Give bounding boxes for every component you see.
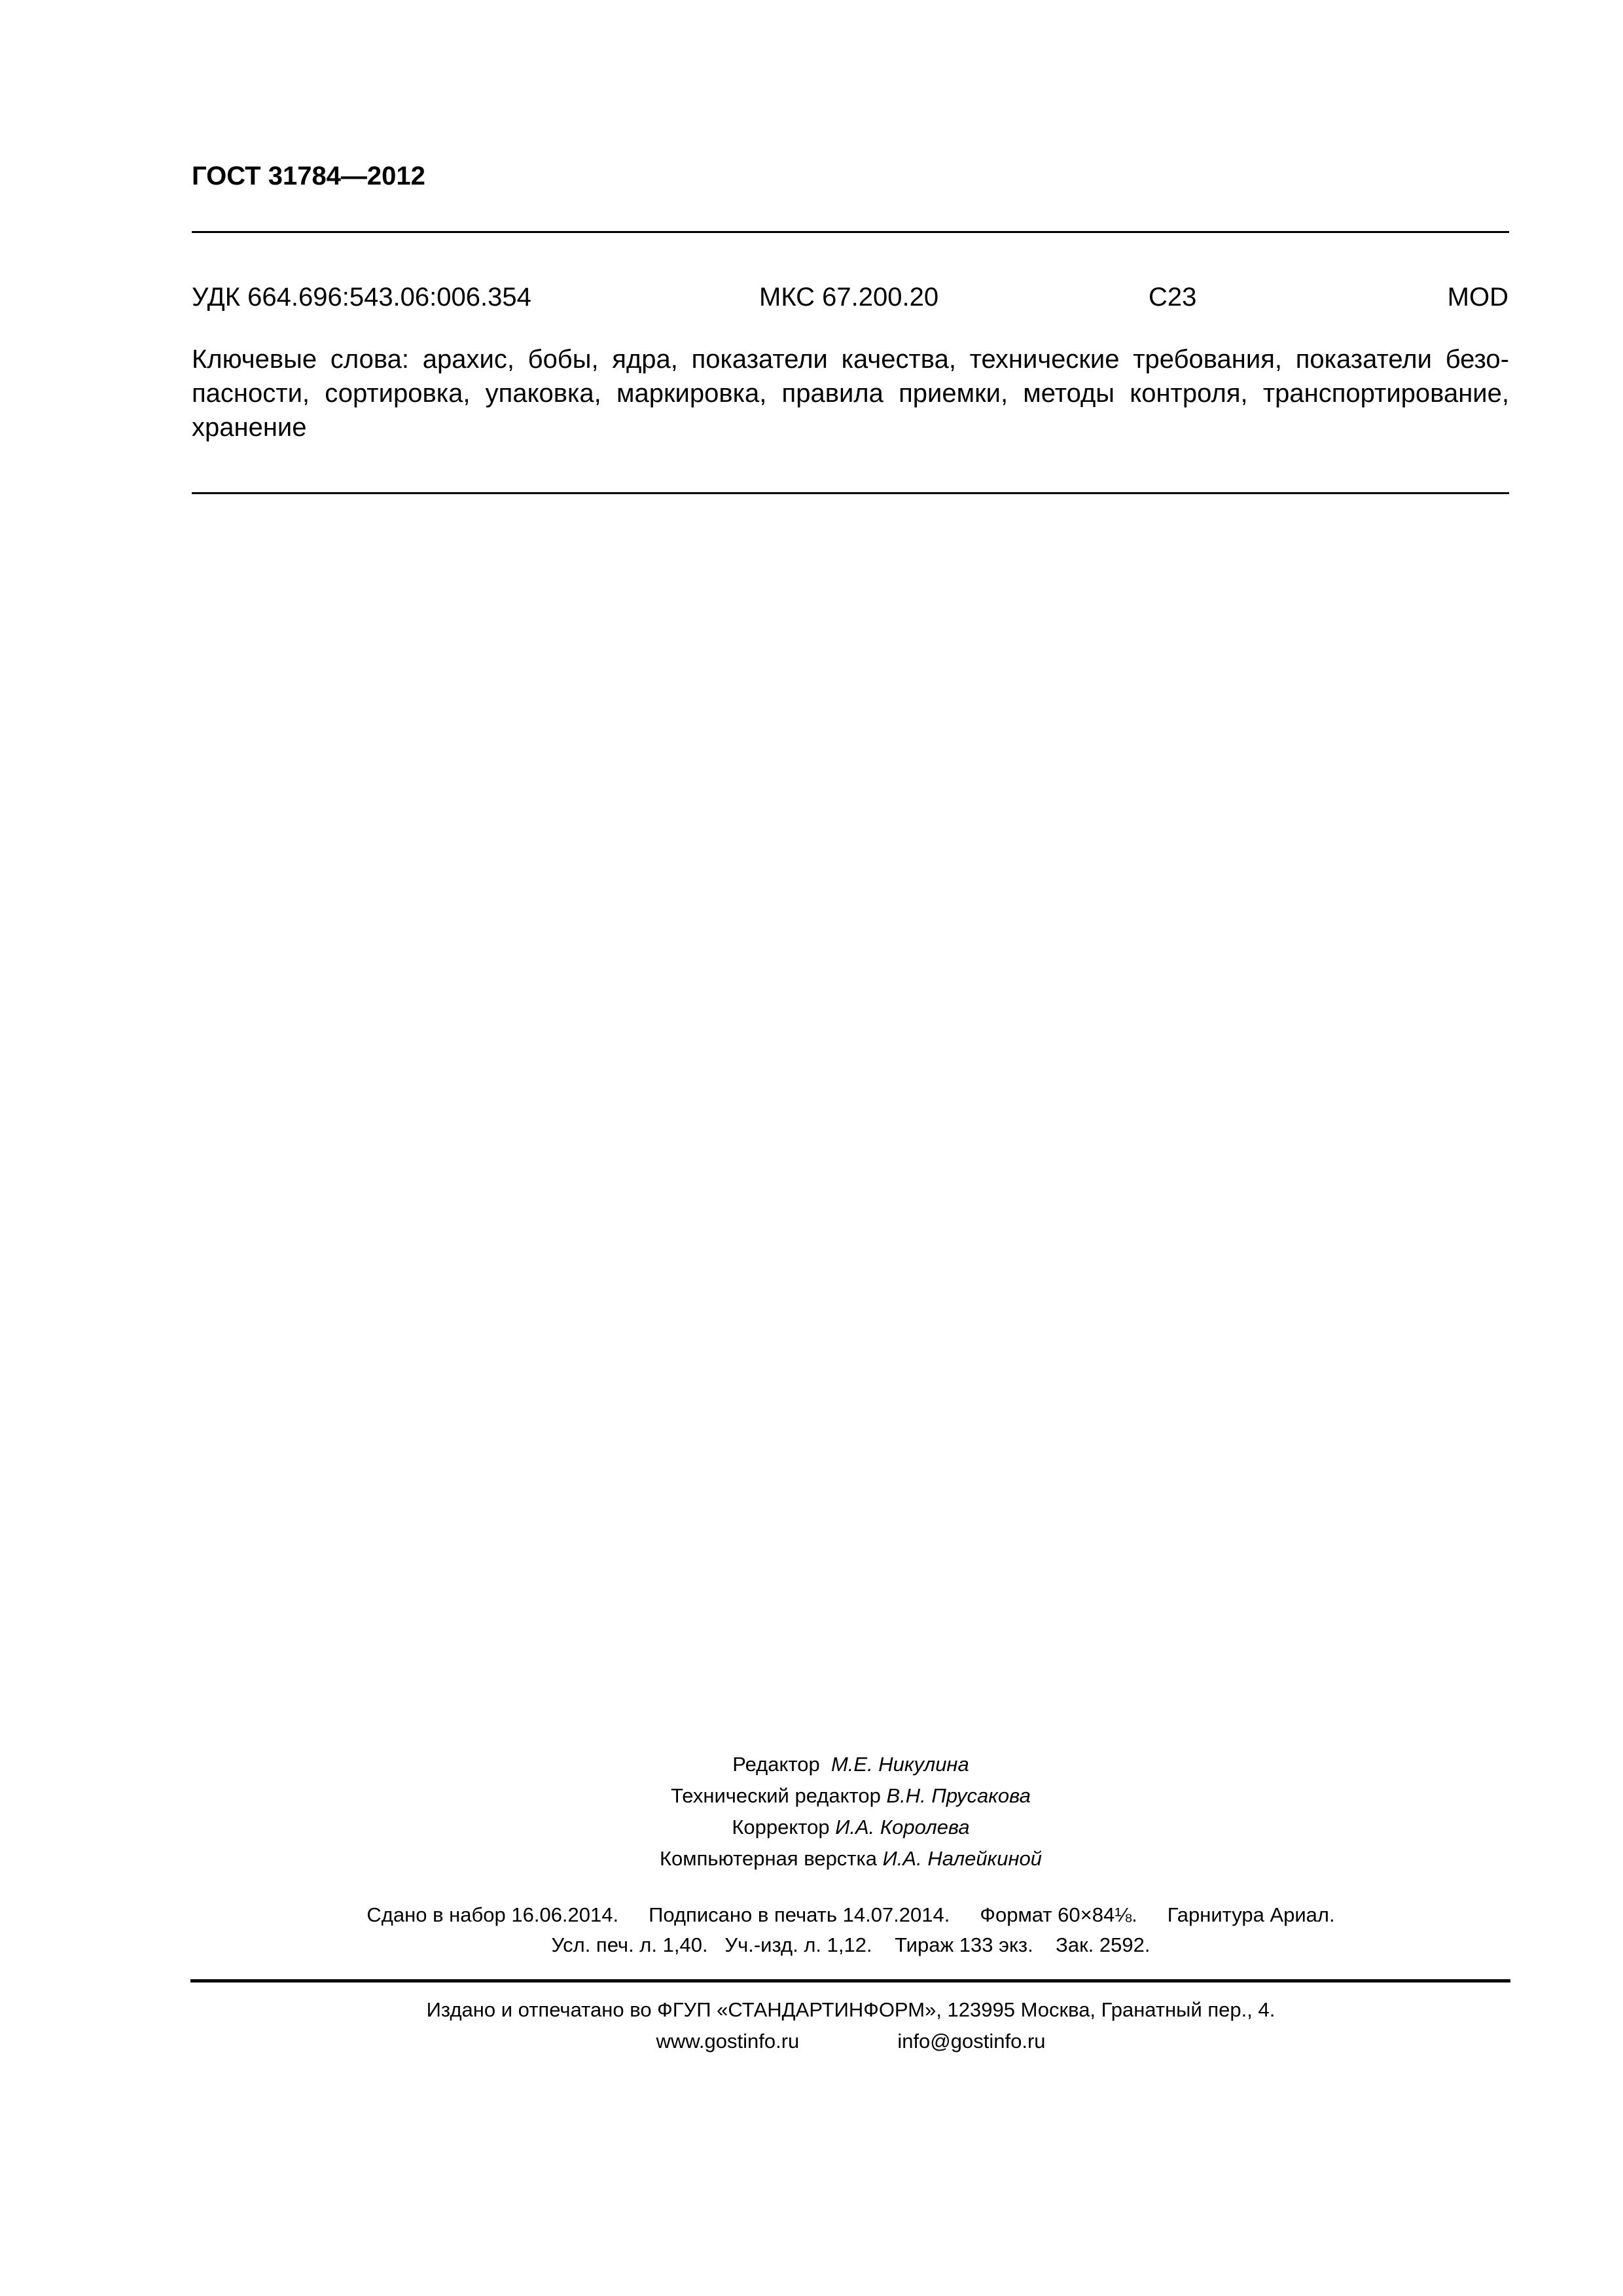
keywords-divider (192, 492, 1509, 494)
proofreader-label: Корректор (732, 1816, 830, 1839)
layout-label: Компьютерная верстка (660, 1847, 877, 1870)
editor-row (0, 1749, 1623, 1780)
proofreader-row (0, 1812, 1623, 1843)
imprint-divider (190, 1979, 1510, 1982)
imprint-block (0, 1994, 1623, 2057)
layout-name: И.А. Налейкиной (882, 1847, 1042, 1870)
paper-format-value: Формат 60×84 (980, 1903, 1115, 1926)
standard-designation: ГОСТ 31784—2012 (192, 162, 425, 190)
typeface: Гарнитура Ариал. (1167, 1903, 1335, 1926)
edit-sheets: Уч.-изд. л. 1,12. (724, 1933, 872, 1956)
keywords-line-2: пасности, сортировка, упаковка, маркировка, правила приемки, методы контроля, транспортирование, (192, 379, 1509, 408)
equivalence-degree: MOD (1447, 283, 1508, 312)
publication-row-1 (0, 1900, 1623, 1930)
submitted-date: Сдано в набор 16.06.2014. (366, 1903, 619, 1926)
editor-name: М.Е. Никулина (830, 1753, 969, 1776)
credits-block (0, 1749, 1623, 1874)
mks-code: МКС 67.200.20 (759, 283, 939, 312)
publication-row-2 (0, 1930, 1623, 1960)
paper-format-fraction: ⅛ (1115, 1903, 1132, 1926)
classification-row (192, 280, 1508, 314)
email-link[interactable]: info@gostinfo.ru (897, 2030, 1046, 2053)
circulation: Тираж 133 экз. (895, 1933, 1033, 1956)
header-divider (192, 231, 1509, 233)
tech-editor-row (0, 1780, 1623, 1812)
publisher-line: Издано и отпечатано во ФГУП «СТАНДАРТИНФОРМ», 123995 Москва, Гранатный пер., 4. (426, 1998, 1275, 2021)
okc-code: С23 (1149, 283, 1197, 312)
tech-editor-name: В.Н. Прусакова (886, 1784, 1031, 1807)
publication-info (0, 1900, 1623, 1960)
layout-row (0, 1843, 1623, 1874)
keywords-line-3: хранение (192, 413, 307, 442)
keywords-block (192, 342, 1509, 444)
contacts-line (0, 2026, 1623, 2057)
proofreader-name: И.А. Королева (835, 1816, 970, 1839)
editor-label: Редактор (732, 1753, 820, 1776)
keywords-line-1: Ключевые слова: арахис, бобы, ядра, показатели качества, технические требования, показатели безо- (192, 345, 1509, 374)
udk-code: УДК 664.696:543.06:006.354 (192, 283, 531, 312)
website-link[interactable]: www.gostinfo.ru (656, 2030, 800, 2053)
signed-date: Подписано в печать 14.07.2014. (649, 1903, 950, 1926)
print-sheets: Усл. печ. л. 1,40. (551, 1933, 708, 1956)
order-number: Зак. 2592. (1056, 1933, 1150, 1956)
paper-format: Формат 60×84⅛. (980, 1903, 1137, 1926)
tech-editor-label: Технический редактор (671, 1784, 881, 1807)
